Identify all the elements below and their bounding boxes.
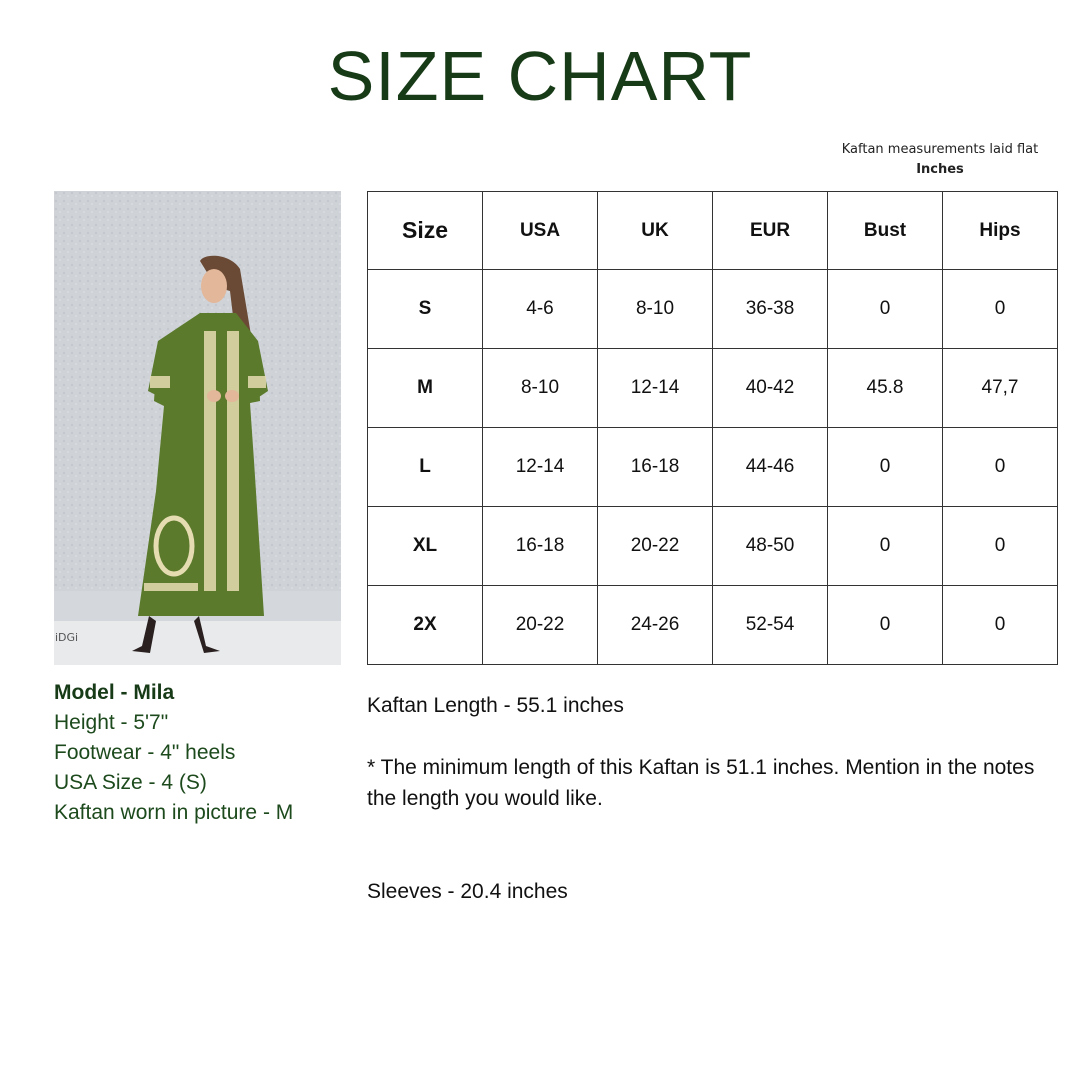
bust-cell: 0 <box>828 586 943 665</box>
model-photo <box>54 191 341 665</box>
header-bust: Bust <box>828 192 943 270</box>
model-usa-size: USA Size - 4 (S) <box>54 771 207 794</box>
table-row <box>368 507 1058 586</box>
uk-cell: 12-14 <box>598 349 713 428</box>
table-header-row <box>368 192 1058 270</box>
usa-cell: 12-14 <box>483 428 598 507</box>
size-cell: 2X <box>368 586 483 665</box>
size-cell: L <box>368 428 483 507</box>
usa-cell: 4-6 <box>483 270 598 349</box>
bust-cell: 45.8 <box>828 349 943 428</box>
notes-section <box>367 690 1057 907</box>
hips-cell: 0 <box>943 586 1058 665</box>
model-worn-size: Kaftan worn in picture - M <box>54 801 294 824</box>
table-row <box>368 349 1058 428</box>
uk-cell: 16-18 <box>598 428 713 507</box>
bust-cell: 0 <box>828 507 943 586</box>
eur-cell: 40-42 <box>713 349 828 428</box>
size-table <box>367 191 1058 665</box>
hips-cell: 0 <box>943 507 1058 586</box>
model-footwear: Footwear - 4" heels <box>54 741 236 764</box>
header-hips: Hips <box>943 192 1058 270</box>
usa-cell: 20-22 <box>483 586 598 665</box>
model-name: Model - Mila <box>54 681 175 704</box>
page-title: SIZE CHART <box>327 37 753 115</box>
bust-cell: 0 <box>828 428 943 507</box>
hips-cell: 0 <box>943 428 1058 507</box>
header-size: Size <box>368 192 483 270</box>
table-row <box>368 270 1058 349</box>
eur-cell: 36-38 <box>713 270 828 349</box>
table-row <box>368 428 1058 507</box>
header-usa: USA <box>483 192 598 270</box>
usa-cell: 16-18 <box>483 507 598 586</box>
hips-cell: 47,7 <box>943 349 1058 428</box>
model-height: Height - 5'7" <box>54 711 169 734</box>
uk-cell: 8-10 <box>598 270 713 349</box>
eur-cell: 44-46 <box>713 428 828 507</box>
uk-cell: 20-22 <box>598 507 713 586</box>
uk-cell: 24-26 <box>598 586 713 665</box>
eur-cell: 48-50 <box>713 507 828 586</box>
bust-cell: 0 <box>828 270 943 349</box>
usa-cell: 8-10 <box>483 349 598 428</box>
measurement-note-text: Kaftan measurements laid flat <box>841 142 1039 157</box>
photo-watermark: iDGi <box>55 631 79 644</box>
table-row <box>368 586 1058 665</box>
eur-cell: 52-54 <box>713 586 828 665</box>
model-info <box>54 678 354 828</box>
kaftan-length-note: Kaftan Length - 55.1 inches <box>367 694 624 717</box>
hips-cell: 0 <box>943 270 1058 349</box>
sleeves-note: Sleeves - 20.4 inches <box>367 880 568 903</box>
measurement-unit: Inches <box>916 162 964 177</box>
size-cell: XL <box>368 507 483 586</box>
header-eur: EUR <box>713 192 828 270</box>
measurement-note <box>820 140 1060 180</box>
size-cell: S <box>368 270 483 349</box>
minimum-length-note: * The minimum length of this Kaftan is 51.1 inches. Mention in the notes the length you would like. <box>367 756 1035 810</box>
header-uk: UK <box>598 192 713 270</box>
size-cell: M <box>368 349 483 428</box>
